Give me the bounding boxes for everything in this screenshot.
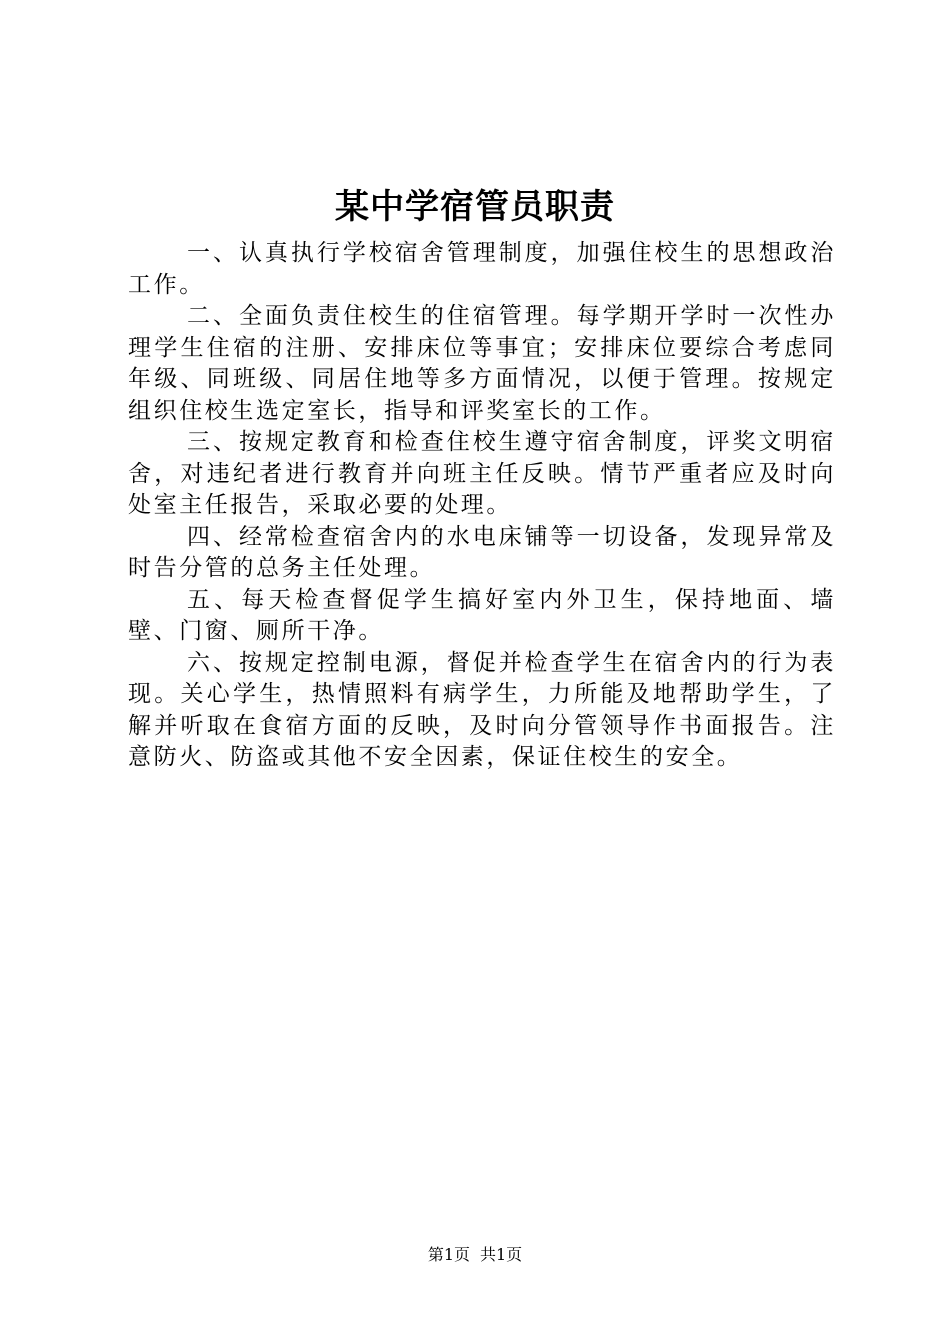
paragraph-4: 四、经常检查宿舍内的水电床铺等一切设备，发现异常及时告分管的总务主任处理。	[128, 523, 836, 581]
paragraph-5: 五、每天检查督促学生搞好室内外卫生，保持地面、墙壁、门窗、厕所干净。	[128, 586, 836, 644]
page-footer	[0, 1244, 950, 1266]
page-number: 第1页	[427, 1245, 470, 1264]
paragraph-2: 二、全面负责住校生的住宿管理。每学期开学时一次性办理学生住宿的注册、安排床位等事宜；安排床位要综合考虑同年级、同班级、同居住地等多方面情况，以便于管理。按规定组织住校生选定室长，指导和评奖室长的工作。	[128, 303, 836, 424]
page-total: 共1页	[480, 1245, 523, 1264]
document-body	[128, 238, 836, 774]
document-title: 某中学宿管员职责	[335, 187, 615, 227]
paragraph-6: 六、按规定控制电源，督促并检查学生在宿舍内的行为表现。关心学生，热情照料有病学生，力所能及地帮助学生，了解并听取在食宿方面的反映，及时向分管领导作书面报告。注意防火、防盗或其他不安全因素，保证住校生的安全。	[128, 649, 836, 770]
paragraph-1: 一、认真执行学校宿舍管理制度，加强住校生的思想政治工作。	[128, 240, 836, 298]
paragraph-3: 三、按规定教育和检查住校生遵守宿舍制度，评奖文明宿舍，对违纪者进行教育并向班主任反映。情节严重者应及时向处室主任报告，采取必要的处理。	[128, 429, 836, 518]
